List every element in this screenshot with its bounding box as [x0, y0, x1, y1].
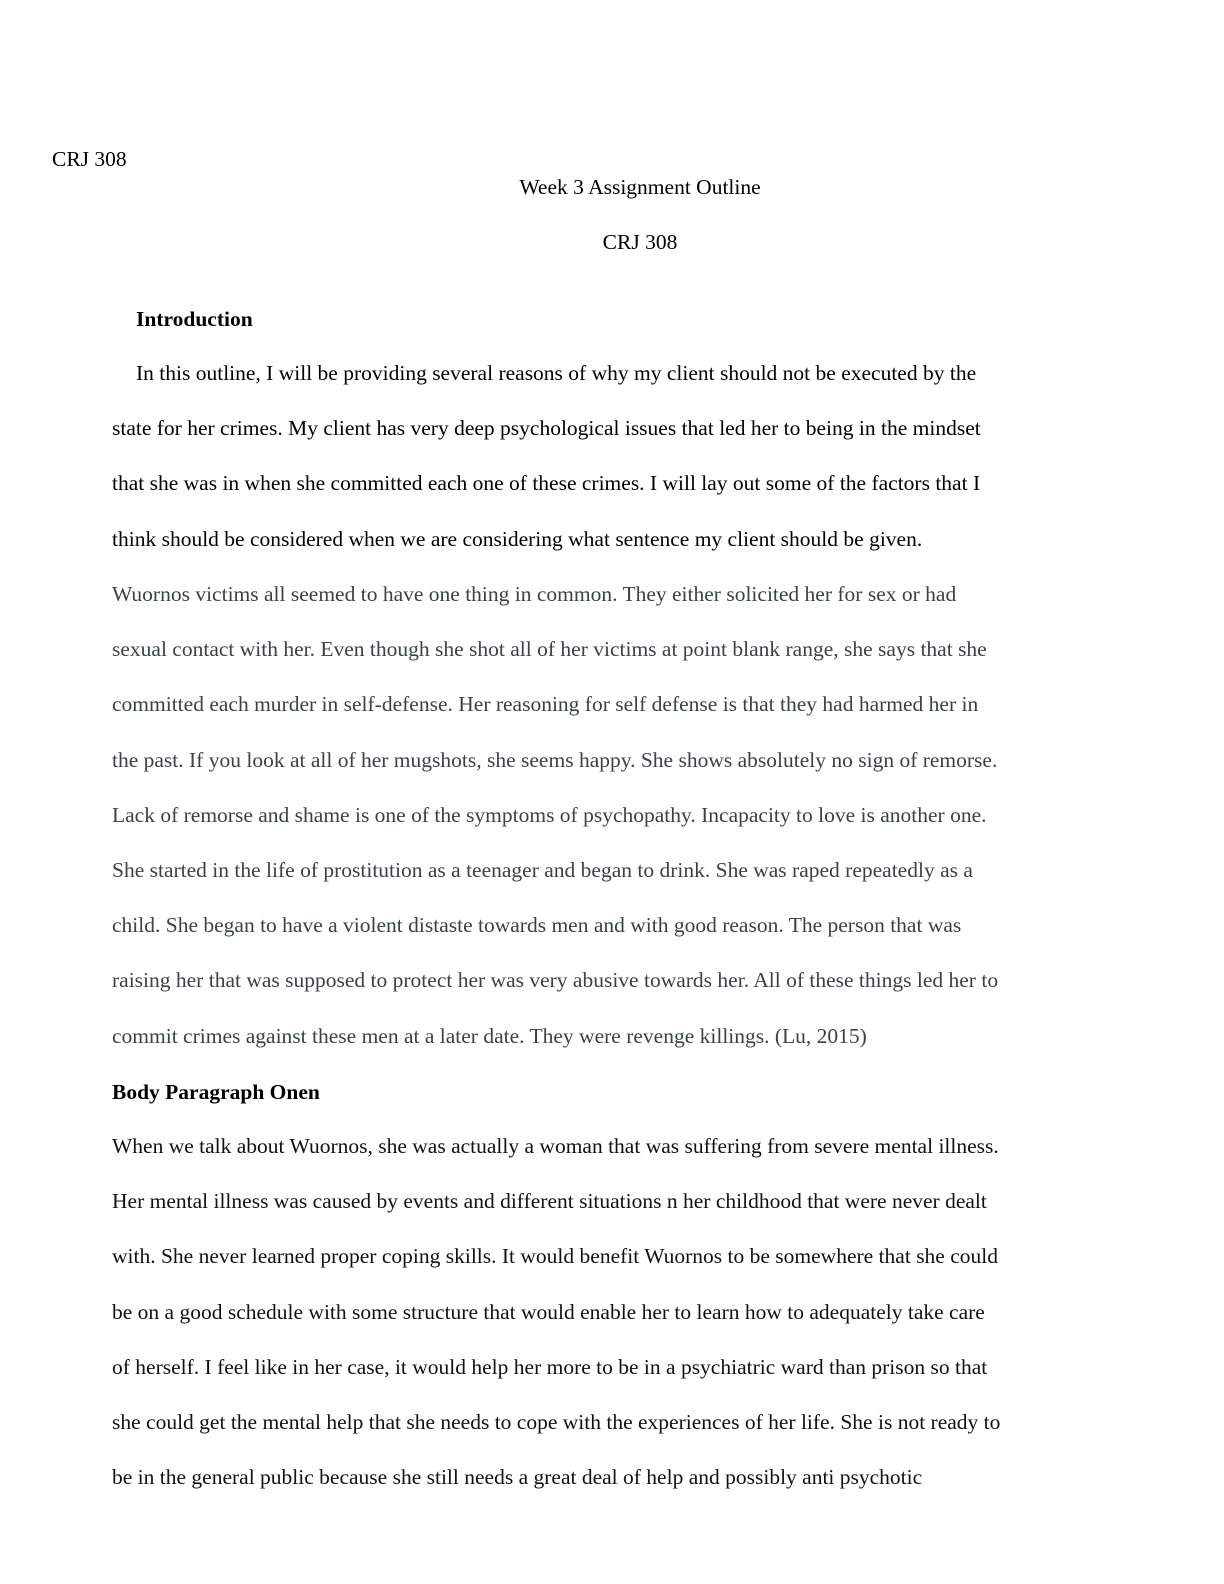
paragraph-line: When we talk about Wuornos, she was actually a woman that was suffering from severe mental illness.: [112, 1134, 999, 1158]
body-paragraph-one-heading: Body Paragraph Onen: [112, 1080, 320, 1104]
paragraph-line: Lack of remorse and shame is one of the symptoms of psychopathy. Incapacity to love is another one.: [112, 802, 987, 827]
paragraph-line: with. She never learned proper coping skills. It would benefit Wuornos to be somewhere that she could: [112, 1244, 998, 1269]
introduction-paragraph: [112, 346, 1112, 567]
paragraph-line: state for her crimes. My client has very deep psychological issues that led her to being in the mindset: [112, 416, 981, 441]
document-subtitle: CRJ 308: [602, 230, 678, 254]
paragraph-line: the past. If you look at all of her mugshots, she seems happy. She shows absolutely no sign of remorse.: [112, 747, 998, 772]
paragraph-line: of herself. I feel like in her case, it would help her more to be in a psychiatric ward than prison so that: [112, 1354, 988, 1379]
paragraph-line: sexual contact with her. Even though she shot all of her victims at point blank range, she says that she: [112, 637, 987, 662]
header-course-code: CRJ 308: [52, 147, 127, 171]
wuornos-paragraph: [112, 567, 1112, 1064]
paragraph-line: In this outline, I will be providing several reasons of why my client should not be executed by the: [136, 361, 977, 385]
paragraph-line: she could get the mental help that she needs to cope with the experiences of her life. She is not ready to: [112, 1409, 1001, 1434]
paragraph-line: child. She began to have a violent distaste towards men and with good reason. The person that was: [112, 913, 962, 938]
paragraph-line: be on a good schedule with some structure that would enable her to learn how to adequately take care: [112, 1299, 985, 1324]
paragraph-line: Her mental illness was caused by events and different situations n her childhood that were never dealt: [112, 1189, 987, 1214]
paragraph-line: be in the general public because she still needs a great deal of help and possibly anti psychotic: [112, 1465, 923, 1490]
document-title: Week 3 Assignment Outline: [519, 175, 761, 199]
paragraph-line: that she was in when she committed each one of these crimes. I will lay out some of the factors that I: [112, 471, 981, 496]
paragraph-line: think should be considered when we are considering what sentence my client should be given.: [112, 526, 923, 551]
body-paragraph-one: [112, 1119, 1112, 1505]
paragraph-line: Wuornos victims all seemed to have one thing in common. They either solicited her for sex or had: [112, 582, 957, 606]
paragraph-line: raising her that was supposed to protect her was very abusive towards her. All of these things led her to: [112, 968, 999, 993]
introduction-heading: Introduction: [136, 307, 253, 331]
paragraph-line: commit crimes against these men at a later date. They were revenge killings. (Lu, 2015): [112, 1023, 867, 1048]
paragraph-line: committed each murder in self-defense. Her reasoning for self defense is that they had harmed her in: [112, 692, 979, 717]
paragraph-line: She started in the life of prostitution as a teenager and began to drink. She was raped repeatedly as a: [112, 857, 973, 882]
